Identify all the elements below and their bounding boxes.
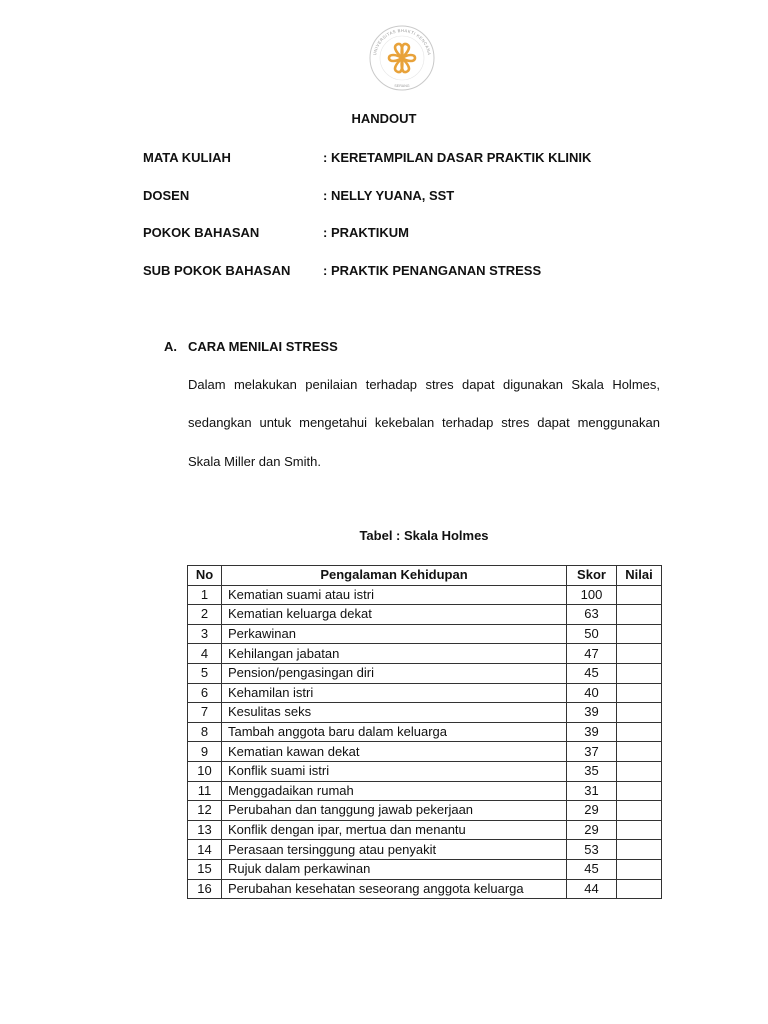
row-number: 8 [188, 722, 222, 742]
row-score: 35 [567, 761, 617, 781]
row-number: 13 [188, 820, 222, 840]
row-experience: Perubahan dan tanggung jawab pekerjaan [222, 801, 567, 821]
row-score: 29 [567, 801, 617, 821]
row-number: 7 [188, 703, 222, 723]
row-number: 1 [188, 585, 222, 605]
header-value: Nilai [617, 566, 662, 586]
row-experience: Menggadaikan rumah [222, 781, 567, 801]
meta-value: : KERETAMPILAN DASAR PRAKTIK KLINIK [323, 150, 592, 165]
meta-label: SUB POKOK BAHASAN [143, 263, 291, 278]
row-score: 44 [567, 879, 617, 899]
row-experience: Rujuk dalam perkawinan [222, 859, 567, 879]
row-experience: Perubahan kesehatan seseorang anggota keluarga [222, 879, 567, 899]
header-no: No [188, 566, 222, 586]
row-value [617, 879, 662, 899]
flower-emblem [389, 44, 415, 72]
logo-ring-text: UNIVERSITAS BHAKTI KENCANA [372, 27, 432, 56]
meta-label: POKOK BAHASAN [143, 225, 260, 240]
row-value [617, 781, 662, 801]
document-title: HANDOUT [351, 111, 417, 126]
row-number: 2 [188, 605, 222, 625]
row-number: 9 [188, 742, 222, 762]
row-score: 45 [567, 663, 617, 683]
row-experience: Kehilangan jabatan [222, 644, 567, 664]
row-experience: Konflik suami istri [222, 761, 567, 781]
row-score: 37 [567, 742, 617, 762]
row-number: 14 [188, 840, 222, 860]
row-score: 53 [567, 840, 617, 860]
row-score: 39 [567, 722, 617, 742]
table-row [188, 624, 662, 644]
row-score: 39 [567, 703, 617, 723]
row-experience: Kematian keluarga dekat [222, 605, 567, 625]
row-experience: Kematian kawan dekat [222, 742, 567, 762]
row-score: 31 [567, 781, 617, 801]
paragraph-line: Skala Miller dan Smith. [188, 454, 321, 469]
row-number: 12 [188, 801, 222, 821]
table-row [188, 605, 662, 625]
row-score: 100 [567, 585, 617, 605]
section-heading [164, 339, 338, 354]
table-row [188, 781, 662, 801]
row-value [617, 663, 662, 683]
row-score: 47 [567, 644, 617, 664]
table-header-row [188, 566, 662, 586]
row-experience: Konflik dengan ipar, mertua dan menantu [222, 820, 567, 840]
meta-value: : PRAKTIKUM [323, 225, 409, 240]
meta-value: : NELLY YUANA, SST [323, 188, 455, 203]
row-number: 3 [188, 624, 222, 644]
row-value [617, 703, 662, 723]
meta-label: MATA KULIAH [143, 150, 231, 165]
row-value [617, 742, 662, 762]
row-value [617, 605, 662, 625]
row-number: 11 [188, 781, 222, 801]
row-value [617, 801, 662, 821]
row-score: 29 [567, 820, 617, 840]
row-experience: Pension/pengasingan diri [222, 663, 567, 683]
row-experience: Kesulitas seks [222, 703, 567, 723]
table-row [188, 801, 662, 821]
table-row [188, 644, 662, 664]
table-row [188, 820, 662, 840]
row-value [617, 683, 662, 703]
meta-label: DOSEN [143, 188, 190, 203]
row-experience: Perkawinan [222, 624, 567, 644]
paragraph-line: Dalam melakukan penilaian terhadap stres dapat digunakan Skala Holmes, [188, 377, 660, 392]
table-row [188, 879, 662, 899]
paragraph-line: sedangkan untuk mengetahui kekebalan terhadap stres dapat menggunakan [188, 415, 660, 430]
row-number: 5 [188, 663, 222, 683]
row-number: 4 [188, 644, 222, 664]
table-row [188, 703, 662, 723]
row-number: 16 [188, 879, 222, 899]
row-value [617, 644, 662, 664]
row-value [617, 722, 662, 742]
table-row [188, 683, 662, 703]
university-logo [368, 24, 436, 92]
table-caption: Tabel : Skala Holmes [359, 528, 489, 543]
section-title: CARA MENILAI STRESS [188, 339, 338, 354]
meta-value: : PRAKTIK PENANGANAN STRESS [323, 263, 542, 278]
table-row [188, 585, 662, 605]
row-value [617, 761, 662, 781]
row-number: 10 [188, 761, 222, 781]
table-row [188, 663, 662, 683]
row-number: 15 [188, 859, 222, 879]
row-value [617, 820, 662, 840]
table-row [188, 840, 662, 860]
row-number: 6 [188, 683, 222, 703]
row-score: 45 [567, 859, 617, 879]
holmes-scale-table [187, 565, 662, 899]
row-value [617, 859, 662, 879]
header-score: Skor [567, 566, 617, 586]
table-row [188, 722, 662, 742]
row-experience: Kehamilan istri [222, 683, 567, 703]
row-value [617, 624, 662, 644]
table-row [188, 859, 662, 879]
row-experience: Perasaan tersinggung atau penyakit [222, 840, 567, 860]
header-experience: Pengalaman Kehidupan [222, 566, 567, 586]
logo-city-text: SERANG [394, 84, 410, 88]
row-experience: Kematian suami atau istri [222, 585, 567, 605]
row-value [617, 840, 662, 860]
row-value [617, 585, 662, 605]
row-experience: Tambah anggota baru dalam keluarga [222, 722, 567, 742]
row-score: 50 [567, 624, 617, 644]
row-score: 63 [567, 605, 617, 625]
row-score: 40 [567, 683, 617, 703]
table-row [188, 761, 662, 781]
section-letter: A. [164, 339, 177, 354]
table-row [188, 742, 662, 762]
